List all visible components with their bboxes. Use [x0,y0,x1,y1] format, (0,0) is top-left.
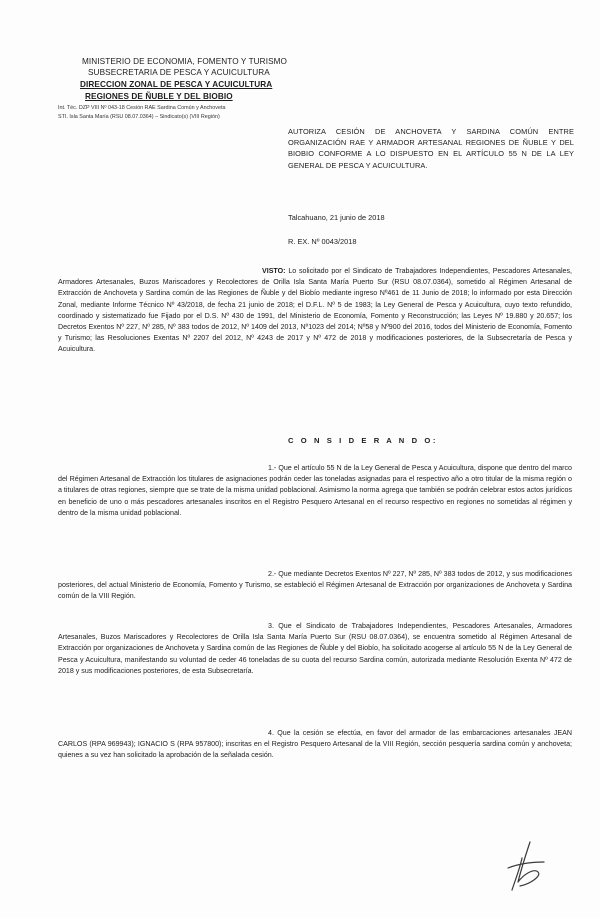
considerando-item-1-text: 1.- Que el artículo 55 N de la Ley General de Pesca y Acuicultura, dispone que dentro del marco del Régimen Artesanal de Extracción los titulares de asignaciones podrán ceder las toneladas asignadas para el respectivo año a otro titular de la misma región o a titulares de otras regiones, siempre que se trate de la misma unidad poblacional. Asimismo la norma agrega que también se podrán celebrar estos actos jurídicos en beneficio de uno o más pescadores artesanales inscritos en el Registro Pesquero Artesanal en el recurso respectivo en regiones no sometidas al régimen y dentro de la misma unidad poblacional. [58,464,572,517]
visto-text: Lo solicitado por el Sindicato de Trabajadores Independientes, Pescadores Artesanales, Armadores Artesanales, Buzos Mariscadores y Recolectores de Orilla Isla Santa María Puerto Sur (RSU 08.07.0364), sometido al Régimen Artesanal de Extracción de Anchoveta y Sardina común de las Regiones de Ñuble y del Biobío mediante ingreso Nº461 de 11 Junio de 2018; lo informado por esta Dirección Zonal, mediante Informe Técnico Nº 43/2018, de fecha 21 junio de 2018; el D.F.L. Nº 5 de 1983; la Ley General de Pesca y Acuicultura, cuyo texto refundido, coordinado y sistematizado fue Fijado por el D.S. Nº 430 de 1991, del Ministerio de Economía, Fomento y Reconstrucción; las Leyes Nº 19.880 y 20.657; los Decretos Exentos Nº 227, Nº 285, Nº 383 todos de 2012, Nº 1409 del 2013, Nº1023 del 2014; Nº58 y Nº900 del 2016, todos del Ministerio de Economía, Fomento y Turismo; las Resoluciones Exentas Nº 2207 del 2012, Nº 4243 de 2017 y Nº 472 de 2018 y modificaciones posteriores, de la Subsecretaría de Pesca y Acuicultura. [58,267,572,354]
considerando-item-1 [58,463,572,519]
reference-line-2: STI. Isla Santa María (RSU 08.07.0364) – Sindicato(s) (VIII Región) [58,114,220,120]
considerando-item-2-text: 2.- Que mediante Decretos Exentos Nº 227, Nº 285, Nº 383 todos de 2012, y sus modificaciones posteriores, del actual Ministerio de Economía, Fomento y Turismo, se estableció el Régimen Artesanal de Extracción por organizaciones de Anchoveta y Sardina común de la VIII Región. [58,570,572,601]
reference-line-1: Int. Téc. DZP VIII Nº 043-18 Cesión RAE Sardina Común y Anchoveta [58,105,226,111]
regions-name: REGIONES DE ÑUBLE Y DEL BIOBIO [85,92,233,101]
considerando-item-3 [58,621,572,677]
considerando-item-2 [58,569,572,603]
subsecretaria-name: SUBSECRETARIA DE PESCA Y ACUICULTURA [88,68,270,77]
visto-paragraph [58,266,572,356]
signature-mark [500,838,550,894]
considerando-item-4-text: 4. Que la cesión se efectúa, en favor del armador de las embarcaciones artesanales JEAN CARLOS (RPA 969943); IGNACIO S (RPA 957800); inscritas en el Registro Pesquero Artesanal de la VIII Región, sección pesquería sardina común y anchoveta; quienes a su vez han solicitado la aprobación de la señalada cesión. [58,729,572,760]
considerando-heading: C O N S I D E R A N D O: [288,436,439,445]
direccion-zonal-name: DIRECCION ZONAL DE PESCA Y ACUICULTURA [80,80,273,89]
resolution-number: R. EX. Nº 0043/2018 [288,237,357,246]
visto-label: VISTO: [262,267,286,275]
considerando-item-3-text: 3. Que el Sindicato de Trabajadores Independientes, Pescadores Artesanales, Armadores Artesanales, Buzos Mariscadores y Recolectores de Orilla Isla Santa María Puerto Sur (RSU 08.07.0364), se encuentra sometido al Régimen Artesanal de Extracción por organizaciones de Anchoveta y Sardina común de las Regiones de Ñuble y del Biobío, ha solicitado acogerse al artículo 55 N de la Ley General de Pesca y Acuicultura, manifestando su voluntad de ceder 46 toneladas de su cuota del recurso Sardina común, autorizada mediante Resolución Exenta Nº 472 de 2018 y sus modificaciones posteriores, de esta Subsecretaría. [58,622,572,675]
place-date: Talcahuano, 21 junio de 2018 [288,213,385,222]
ministry-name: MINISTERIO DE ECONOMIA, FOMENTO Y TURISMO [82,57,288,66]
considerando-item-4 [58,728,572,762]
resolution-subject: AUTORIZA CESIÓN DE ANCHOVETA Y SARDINA COMÚN ENTRE ORGANIZACIÓN RAE Y ARMADOR ARTESANAL REGIONES DE ÑUBLE Y DEL BIOBIO CONFORME A LO DISPUESTO EN EL ARTÍCULO 55 N DE LA LEY GENERAL DE PESCA Y ACUICULTURA. [288,127,574,170]
